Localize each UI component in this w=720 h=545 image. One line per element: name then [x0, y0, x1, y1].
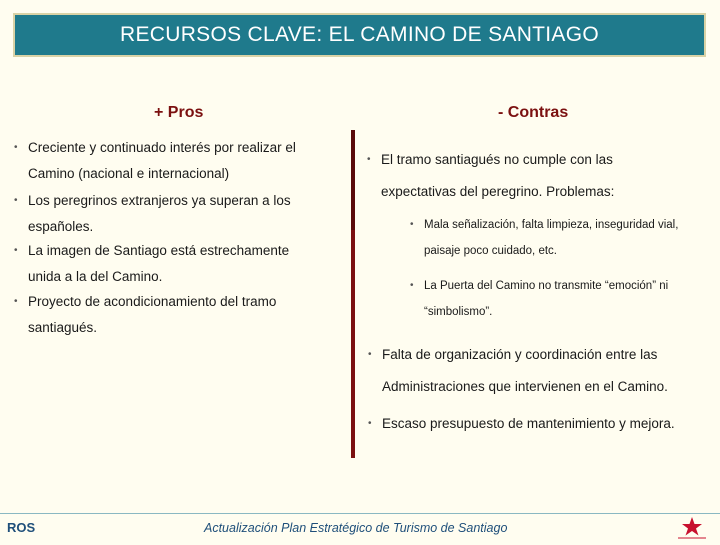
- red-star-logo-icon: [672, 514, 712, 540]
- footer-left-label: ROS: [7, 520, 36, 535]
- pros-heading: + Pros: [154, 104, 204, 121]
- contras-heading: - Contras: [498, 104, 569, 121]
- column-divider-accent: [351, 130, 355, 230]
- pros-item: • Creciente y continuado interés por realizar el Camino (nacional e internacional): [14, 140, 296, 181]
- page-title: RECURSOS CLAVE: EL CAMINO DE SANTIAGO: [119, 23, 600, 46]
- footer-divider: [0, 513, 720, 514]
- contras-subitem: • La Puerta del Camino no transmite “emoción” ni “simbolismo”.: [410, 280, 669, 318]
- pros-item: • Los peregrinos extranjeros ya superan a los españoles.: [14, 193, 291, 234]
- pros-item: • La imagen de Santiago está estrechamente unida a la del Camino.: [14, 243, 290, 284]
- pros-item: • Proyecto de acondicionamiento del tramo santiagués.: [14, 294, 277, 335]
- footer-title: Actualización Plan Estratégico de Turismo de Santiago: [204, 521, 508, 535]
- contras-subitem: • Mala señalización, falta limpieza, inseguridad vial, paisaje poco cuidado, etc.: [410, 219, 679, 257]
- contras-item: • El tramo santiagués no cumple con las expectativas del peregrino. Problemas:: [367, 152, 615, 199]
- contras-item: • Falta de organización y coordinación entre las Administraciones que intervienen en el Camino.: [368, 347, 668, 394]
- title-bar: [13, 13, 706, 57]
- contras-item: • Escaso presupuesto de mantenimiento y mejora.: [368, 416, 675, 431]
